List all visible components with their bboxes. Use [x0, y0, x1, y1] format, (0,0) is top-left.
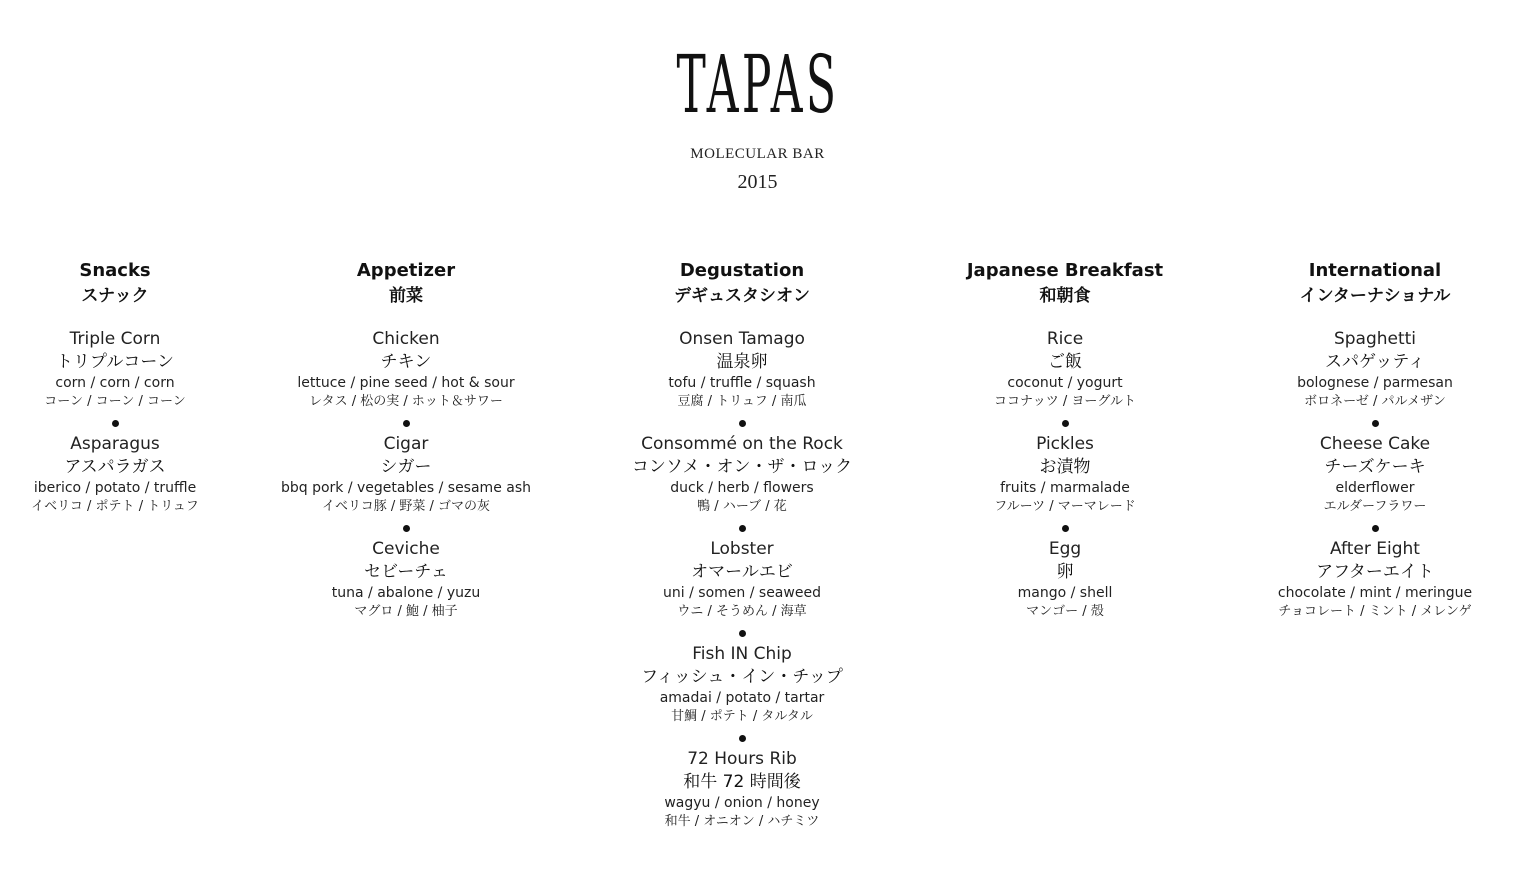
dish-item: [915, 328, 1215, 411]
dish-name-jp: チキン: [380, 352, 432, 372]
dish-name-jp: チーズケーキ: [1324, 457, 1426, 477]
dish-ingredients: duck / herb / flowers: [670, 480, 814, 496]
section-title-jp: インターナショナル: [1299, 286, 1451, 306]
dish-name-jp: セビーチェ: [364, 562, 448, 582]
dish-ingredients-jp: 和牛 / オニオン / ハチミツ: [664, 814, 820, 829]
dish-ingredients: corn / corn / corn: [55, 375, 175, 391]
dish-ingredients-jp: コーン / コーン / コーン: [44, 394, 186, 409]
dish-item: [915, 433, 1215, 516]
dish-item: [256, 328, 556, 411]
dish-name: Asparagus: [70, 434, 160, 454]
dish-ingredients: lettuce / pine seed / hot & sour: [297, 375, 515, 391]
bullet-separator-icon: [403, 420, 410, 427]
dish-item: [592, 433, 892, 516]
dish-item: [256, 433, 556, 516]
section-international: [1225, 258, 1515, 621]
dish-ingredients: elderflower: [1335, 480, 1415, 496]
bullet-separator-icon: [403, 525, 410, 532]
dish-ingredients-jp: ウニ / そうめん / 海草: [677, 604, 807, 619]
dish-item: [915, 538, 1215, 621]
dish-name: Lobster: [710, 539, 774, 559]
dish-item: [592, 328, 892, 411]
dish-ingredients-jp: ココナッツ / ヨーグルト: [994, 394, 1136, 409]
menu-header: [0, 40, 1515, 194]
bullet-separator-icon: [1372, 420, 1379, 427]
bullet-separator-icon: [1062, 420, 1069, 427]
section-title-jp: デギュスタシオン: [674, 286, 810, 306]
section-snacks: [0, 258, 265, 516]
menu-year: 2015: [737, 171, 778, 193]
bullet-separator-icon: [739, 525, 746, 532]
dish-ingredients-jp: フルーツ / マーマレード: [994, 499, 1136, 514]
dish-ingredients-jp: マンゴー / 殻: [1026, 604, 1104, 619]
dish-ingredients-jp: エルダーフラワー: [1323, 499, 1427, 514]
dish-name-jp: コンソメ・オン・ザ・ロック: [631, 457, 853, 477]
dish-ingredients-jp: イベリコ / ポテト / トリュフ: [31, 499, 199, 514]
dish-name: Ceviche: [372, 539, 440, 559]
dish-name-jp: アスパラガス: [64, 457, 166, 477]
dish-name: Rice: [1046, 329, 1084, 349]
section-title: Degustation: [679, 260, 805, 281]
bullet-separator-icon: [739, 735, 746, 742]
dish-ingredients: fruits / marmalade: [1000, 480, 1130, 496]
dish-item: [256, 538, 556, 621]
dish-ingredients-jp: イベリコ豚 / 野菜 / ゴマの灰: [321, 499, 491, 514]
section-appetizer: [256, 258, 556, 621]
section-title-jp: スナック: [81, 286, 149, 306]
section-title-jp: 和朝食: [1039, 286, 1091, 306]
dish-item: [1225, 538, 1515, 621]
brand-logo: TAPAS: [676, 38, 839, 131]
dish-name-jp: オマールエビ: [691, 562, 793, 582]
dish-ingredients: tofu / truffle / squash: [668, 375, 816, 391]
section-japanese-breakfast: [915, 258, 1215, 621]
bullet-separator-icon: [739, 630, 746, 637]
dish-ingredients: bbq pork / vegetables / sesame ash: [280, 480, 532, 496]
dish-item: [0, 433, 265, 516]
dish-name: Fish IN Chip: [692, 644, 792, 664]
dish-name: Pickles: [1036, 434, 1094, 454]
dish-item: [1225, 328, 1515, 411]
dish-ingredients: chocolate / mint / meringue: [1277, 585, 1473, 601]
dish-name: Cigar: [383, 434, 429, 454]
dish-ingredients-jp: チョコレート / ミント / メレンゲ: [1278, 604, 1472, 619]
section-degustation: [592, 258, 892, 831]
brand-subtitle: MOLECULAR BAR: [690, 146, 825, 162]
dish-ingredients-jp: マグロ / 鮑 / 柚子: [354, 604, 458, 619]
dish-ingredients: bolognese / parmesan: [1297, 375, 1453, 391]
dish-name: Egg: [1048, 539, 1082, 559]
bullet-separator-icon: [1062, 525, 1069, 532]
dish-name: Triple Corn: [69, 329, 161, 349]
dish-name: After Eight: [1330, 539, 1420, 559]
dish-name-jp: スパゲッティ: [1325, 352, 1425, 372]
dish-ingredients: tuna / abalone / yuzu: [331, 585, 481, 601]
dish-ingredients: uni / somen / seaweed: [663, 585, 821, 601]
section-title: International: [1308, 260, 1442, 281]
dish-ingredients-jp: 鴨 / ハーブ / 花: [697, 499, 787, 514]
dish-item: [1225, 433, 1515, 516]
bullet-separator-icon: [1372, 525, 1379, 532]
dish-name: Spaghetti: [1333, 329, 1417, 349]
dish-ingredients-jp: レタス / 松の実 / ホット＆サワー: [309, 394, 503, 409]
bullet-separator-icon: [112, 420, 119, 427]
dish-name-jp: トリプルコーン: [56, 352, 174, 372]
dish-name-jp: 卵: [1056, 562, 1074, 582]
dish-name-jp: アフターエイト: [1316, 562, 1434, 582]
dish-name: Cheese Cake: [1319, 434, 1431, 454]
section-title: Appetizer: [356, 260, 456, 281]
dish-ingredients: amadai / potato / tartar: [659, 690, 825, 706]
dish-name-jp: ご飯: [1048, 352, 1082, 372]
dish-name-jp: 温泉卵: [716, 352, 768, 372]
dish-item: [592, 748, 892, 831]
dish-ingredients: wagyu / onion / honey: [664, 795, 820, 811]
dish-item: [592, 643, 892, 726]
dish-item: [592, 538, 892, 621]
dish-name-jp: シガー: [380, 457, 432, 477]
section-title-jp: 前菜: [389, 286, 423, 306]
section-title: Japanese Breakfast: [966, 260, 1164, 281]
dish-ingredients-jp: ボロネーゼ / パルメザン: [1304, 394, 1446, 409]
dish-ingredients-jp: 豆腐 / トリュフ / 南瓜: [677, 394, 807, 409]
dish-name-jp: フィッシュ・イン・チップ: [641, 667, 843, 687]
dish-ingredients-jp: 甘鯛 / ポテト / タルタル: [671, 709, 813, 724]
section-title: Snacks: [79, 260, 151, 281]
dish-name: 72 Hours Rib: [687, 749, 797, 769]
dish-name-jp: お漬物: [1039, 457, 1091, 477]
dish-name: Consommé on the Rock: [641, 434, 843, 454]
dish-name: Chicken: [372, 329, 440, 349]
dish-item: [0, 328, 265, 411]
bullet-separator-icon: [739, 420, 746, 427]
dish-name-jp: 和牛 72 時間後: [683, 772, 801, 792]
dish-ingredients: coconut / yogurt: [1007, 375, 1123, 391]
dish-name: Onsen Tamago: [679, 329, 805, 349]
dish-ingredients: mango / shell: [1017, 585, 1113, 601]
dish-ingredients: iberico / potato / truffle: [33, 480, 197, 496]
